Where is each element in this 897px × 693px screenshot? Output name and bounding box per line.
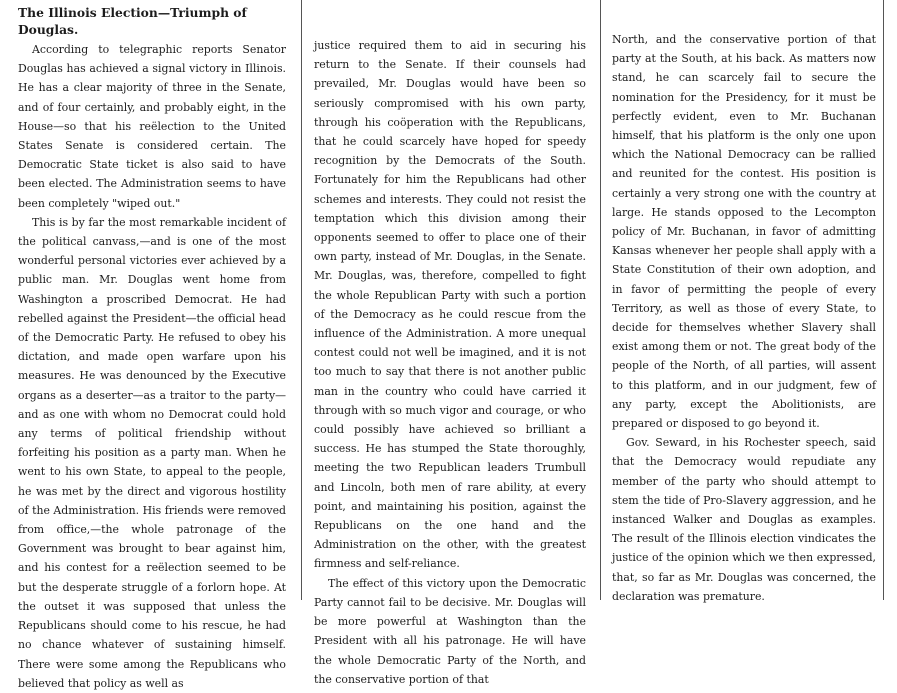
paragraph: justice required them to aid in securing his return to the Senate. If their counsels had prevailed, Mr. Douglas would have been so seriously compromised with his own party, through his coöperation with the Republicans, that he could scarcely have hoped for speedy recognition by the Democrats of the South. Fortunately for him the Republicans had other schemes and interests. They could not resist the temptation which this division among their opponents seemed to offer to place one of their own party, instead of Mr. Douglas, in the Senate. Mr. Douglas, was, therefore, compelled to fight the whole Republican Party with such a portion of the Democracy as he could rescue from the influence of the Administration. A more unequal contest could not well be imagined, and it is not too much to say that there is not another public man in the country who could have carried it through with so much vigor and courage, or who could possibly have achieved so brilliant a success. He has stumped the State thoroughly, meeting the two Republican leaders Trumbull and Lincoln, both men of rare ability, at every point, and maintaining his position, against the Republicans on the one hand and the Administration on the other, with the greatest firmness and self-reliance. <box>314 39 586 571</box>
column-3 <box>612 0 876 603</box>
paragraph: This is by far the most remarkable incident of the political canvass,—and is one of the most wonderful personal victories ever achieved by a public man. Mr. Douglas went home from Washington a proscribed Democrat. He had rebelled against the President—the official head of the Democratic Party. He refused to obey his dictation, and made open warfare upon his measures. He was denounced by the Executive organs as a deserter—as a traitor to the party—and as one with whom no Democrat could hold any terms of political friendship without forfeiting his position as a party man. When he went to his own State, to appeal to the people, he was met by the direct and vigorous hostility of the Administration. His friends were removed from office,—the whole patronage of the Government was brought to bear against him, and his contest for a reëlection seemed to be but the desperate struggle of a forlorn hope. At the outset it was supposed that unless the Republicans should come to his rescue, he had no chance whatever of sustaining himself. There were some among the Republicans who believed that policy as well as <box>18 215 286 690</box>
column-2 <box>314 0 586 686</box>
paragraph: North, and the conservative portion of that party at the South, at his back. As matters now stand, he can scarcely fail to secure the nomination for the Presidency, for it must be perfectly evident, even to Mr. Buchanan himself, that his platform is the only one upon which the National Democracy can be rallied and reunited for the contest. His position is certainly a very strong one with the country at large. He stands opposed to the Lecompton policy of Mr. Buchanan, in favor of admitting Kansas whenever her people shall apply with a State Constitution of their own adoption, and in favor of permitting the people of every Territory, as well as those of every State, to decide for themselves whether Slavery shall exist among them or not. The great body of the people of the North, of all parties, will assent to this platform, and in our judgment, few of any party, except the Abolitionists, are prepared or disposed to go beyond it. <box>612 33 876 431</box>
paragraph: Gov. Seward, in his Rochester speech, said that the Democracy would repudiate any member of the party who should attempt to stem the tide of Pro-Slavery aggression, and he instanced Walker and Douglas as examples. The result of the Illinois election vindicates the justice of the opinion which we then expressed, that, so far as Mr. Douglas was concerned, the declaration was premature. <box>612 436 876 603</box>
article-headline: The Illinois Election—Triumph of Douglas. <box>18 5 247 37</box>
column-rule <box>600 0 601 600</box>
column-1 <box>18 0 286 690</box>
paragraph: According to telegraphic reports Senator Douglas has achieved a signal victory in Illinois. He has a clear majority of three in the Senate, and of four certainly, and probably eight, in the House—so that his reëlection to the United States Senate is considered certain. The Democratic State ticket is also said to have been elected. The Administration seems to have been completely "wiped out." <box>18 43 286 210</box>
column-rule <box>301 0 302 600</box>
paragraph: The effect of this victory upon the Democratic Party cannot fail to be decisive. Mr. Douglas will be more powerful at Washington than the President with all his patronage. He will have the whole Democratic Party of the North, and the conservative portion of that <box>314 576 586 686</box>
column-rule <box>883 0 884 600</box>
